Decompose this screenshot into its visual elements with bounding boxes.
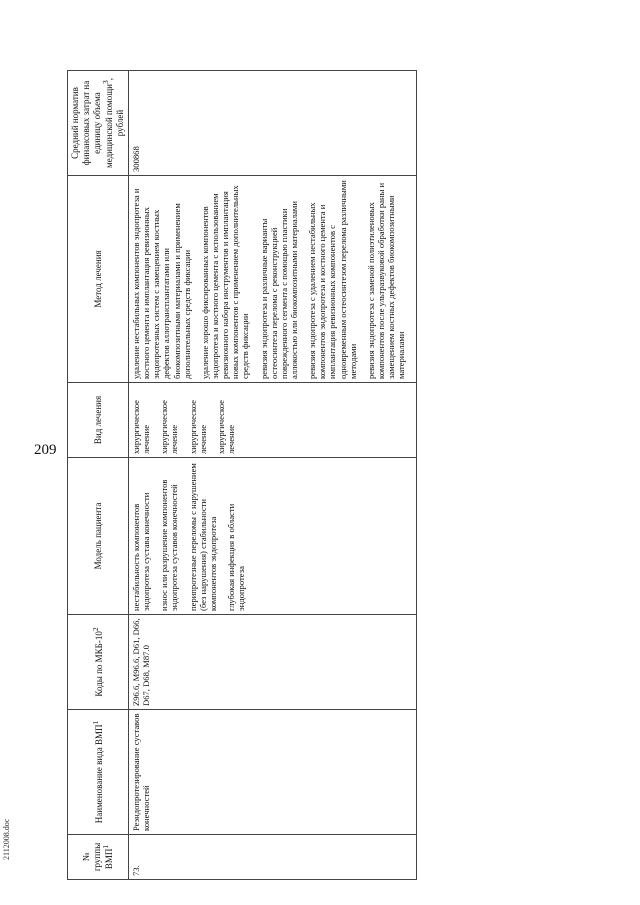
cell-vmp-name: Реэндопротезирование суставов конечностей: [129, 710, 417, 835]
type-item: хирургическое лечение: [159, 400, 180, 454]
cell-group-no: 73.: [129, 835, 417, 880]
cell-treatment-methods: [129, 176, 417, 383]
page-number: 209: [34, 442, 57, 458]
type-item: хирургическое лечение: [215, 400, 236, 454]
header-mkb-codes: Коды по МКБ-$10^2$: [68, 615, 129, 710]
vmp-table: [67, 70, 417, 880]
header-treatment-method: Метод лечения: [68, 176, 129, 383]
type-item: хирургическое лечение: [131, 400, 152, 454]
cell-norm: 300868: [129, 71, 417, 176]
method-item: удаление нестабильных компонентов эндопротеза и костного цемента и имплантация ревизионных эндопротезных систем с замещением костных дефектов аллотрансплантатами или биокомпозитными материалами и применением дополнительных средств фиксации: [131, 188, 192, 379]
table-row: [129, 71, 417, 880]
type-item: хирургическое лечение: [187, 400, 208, 454]
rotated-page-content: [67, 78, 640, 880]
method-item: ревизия эндопротеза с заменой полиэтиленовых компонентов после ультразвуковой обработки раны и замещением костных дефектов биокомпозитными материалами: [365, 182, 407, 379]
header-vmp-name: Наименование вида ВМП$^1$: [68, 710, 129, 835]
model-item: глубокая инфекция в области эндопротеза: [225, 503, 247, 611]
header-patient-model: Модель пациента: [68, 458, 129, 615]
header-group-no: № группы ВМП$^1$: [68, 835, 129, 880]
model-item: износ или разрушение компонентов эндопротеза суставов конечностей: [159, 479, 180, 611]
model-item: перипротезные переломы с нарушением (без нарушения) стабильности компонентов эндопротеза: [187, 463, 218, 611]
method-item: удаление хорошо фиксированных компонентов эндопротеза и костного цемента с использованием ревизионного набора инструментов и имплантация новых компонентов с применением дополнительных средств фиксации: [199, 185, 251, 379]
cell-codes: Z96.6, M96.6, D61, D66, D67, D68, M87.0: [129, 615, 417, 710]
footer-filename: 2112008.doc: [2, 818, 11, 860]
model-item: нестабильность компонентов эндопротеза сустава конечности: [131, 492, 152, 611]
header-norm: Средний норматив финансовых затрат на единицу объема медицинской помощи$^3$, рублей: [68, 71, 129, 176]
table-header-row: [68, 71, 129, 880]
method-item: ревизия эндопротеза с удалением нестабильных компонентов эндопротеза и костного цемента и имплантация ревизионных компонентов с одновременным остеосинтезом перелома различными методами: [307, 180, 358, 379]
header-treatment-type: Вид лечения: [68, 383, 129, 458]
cell-patient-models: [129, 458, 417, 615]
cell-treatment-types: [129, 383, 417, 458]
method-item: ревизия эндопротеза и различные варианты остеосинтеза перелома с реконструкцией поврежденного сегмента с помощью пластики аллокостью или биокомпозитными материалами: [258, 201, 299, 379]
